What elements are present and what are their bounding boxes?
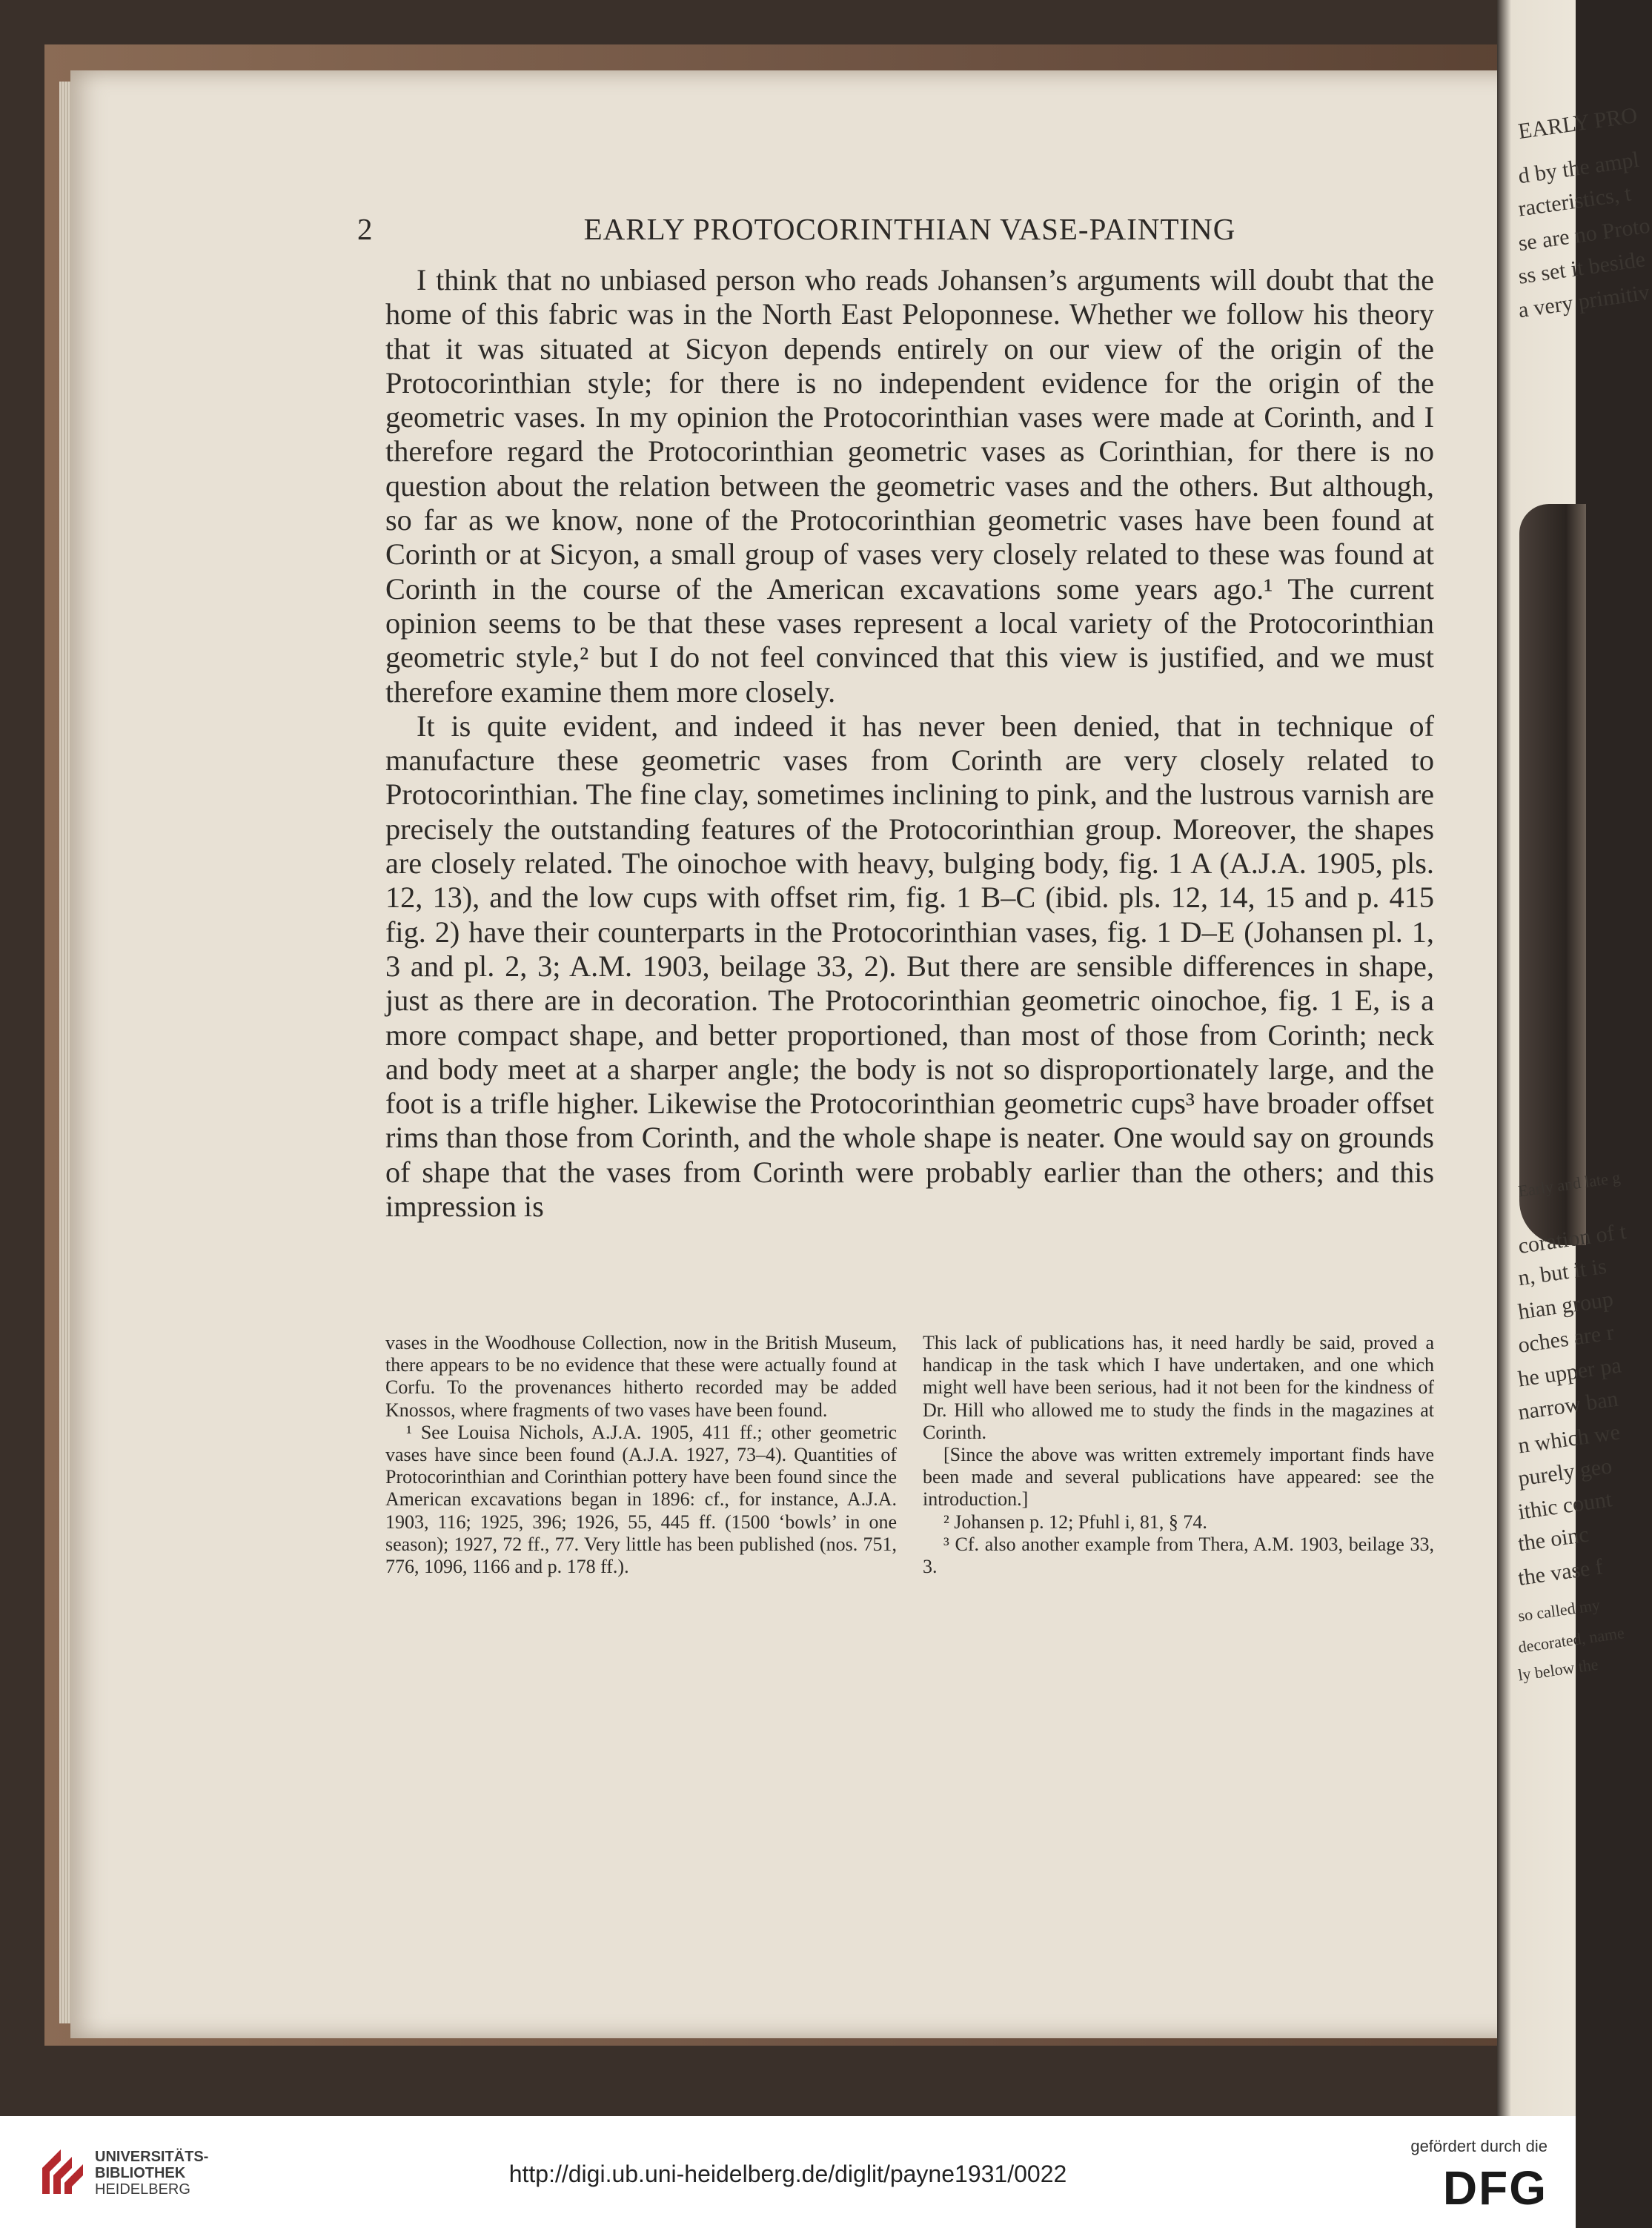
facing-page-text: n, but it is	[1516, 1253, 1608, 1291]
facing-page-text: racteristics, t	[1516, 181, 1633, 222]
facing-page-text: Early and late g	[1516, 1167, 1622, 1201]
facing-page-text: oches are r	[1516, 1320, 1616, 1358]
facing-page-text: se are no Proto	[1516, 213, 1652, 256]
footnote: This lack of publications has, it need hardly be said, proved a handicap in the task which I have undertaken, and one which might well have been serious, had it not been for the kindness of Dr. Hill who allowed me to study the finds in the magazines at Corinth.	[923, 1332, 1434, 1443]
footnote: vases in the Woodhouse Collection, now in the British Museum, there appears to be no evidence that these were actually found at Corfu. To the provenances hitherto recorded may be added Knossos, where fragments of two vases have been found.	[385, 1332, 897, 1421]
footnote: [Since the above was written extremely important finds have been made and several publications have appeared: see the introduction.]	[923, 1444, 1434, 1511]
page-number: 2	[357, 212, 374, 246]
dfg-logo: DFG	[1442, 2161, 1547, 2215]
library-name: UNIVERSITÄTS- BIBLIOTHEK HEIDELBERG	[95, 2149, 209, 2198]
facing-page-text: ss set it beside	[1516, 247, 1647, 289]
facing-page-text: decorated, name	[1516, 1623, 1626, 1657]
footnote: ³ Cf. also another example from Thera, A.M. 1903, beilage 33, 3.	[923, 1533, 1434, 1578]
facing-page-text: ithic count	[1516, 1487, 1614, 1525]
running-head	[357, 211, 1434, 256]
facing-page-text: he upper pa	[1516, 1353, 1623, 1392]
facing-page-text: purely geo	[1516, 1453, 1614, 1491]
facing-page-text: ly below the	[1516, 1654, 1599, 1685]
footnotes-right-column	[923, 1332, 1434, 1578]
facing-page-strip	[1497, 0, 1652, 2116]
footnotes	[385, 1332, 1434, 1578]
page-content	[357, 211, 1434, 1224]
vase-illustration-fragment	[1519, 504, 1586, 1245]
paragraph: It is quite evident, and indeed it has never been denied, that in technique of manufacture these geometric vases from Corinth are very closely related to Protocorinthian. The fine clay, sometimes inclining to pink, and the lustrous varnish are precisely the outstanding features of the Protocorinthian group. Moreover, the shapes are closely related. The oinochoe with heavy, bulging body, fig. 1 A (A.J.A. 1905, pls. 12, 13), and the low cups with offset rim, fig. 1 B–C (ibid. pls. 12, 14, 15 and p. 415 fig. 2) have their counterparts in the Protocorinthian vases, fig. 1 D–E (Johansen pl. 1, 3 and pl. 2, 3; A.M. 1903, beilage 33, 2). But there are sensible differences in shape, just as there are in decoration. The Protocorinthian geometric oinochoe, fig. 1 E, is a more compact shape, and better proportioned, than most of those from Corinth; neck and body meet at a sharper angle; the body is not so disproportionately large, and the foot is a trifle higher. Likewise the Protocorinthian geometric cups³ have broader offset rims than those from Corinth, and the whole shape is neater. One would say on grounds of shape that the vases from Corinth were probably earlier than the others; and this impression is	[385, 709, 1434, 1224]
funding-note: gefördert durch die	[1410, 2137, 1547, 2155]
facing-page-text: n which we	[1516, 1419, 1622, 1459]
paragraph: I think that no unbiased person who reads Johansen’s arguments will doubt that the home of this fabric was in the North East Peloponnese. Whether we follow his theory that it was situated at Sicyon depends entirely on our view of the origin of the Protocorinthian style; for there is no independent evidence for the origin of the geometric vases. In my opinion the Protocorinthian vases were made at Corinth, and I therefore regard the Protocorinthian geometric vases as Corinthian, for there is no question about the relation between the geometric vases and the others. But although, so far as we know, none of the Protocorinthian geometric vases have been found at Corinth or at Sicyon, a small group of vases very closely related to these was found at Corinth in the course of the American excavations some years ago.¹ The current opinion seems to be that these vases represent a local variety of the Protocorinthian geometric style,² but I do not feel convinced that this view is justified, and we must therefore examine them more closely.	[385, 263, 1434, 709]
permalink-url[interactable]: http://digi.ub.uni-heidelberg.de/diglit/payne1931/0022	[508, 2161, 1067, 2187]
facing-page-text: the oinc	[1516, 1522, 1590, 1556]
footnote: ¹ See Louisa Nichols, A.J.A. 1905, 411 ff.; other geometric vases have since been found (A.J.A. 1927, 73–4). Quantities of Protocorinthian and Corinthian pottery have been found since the American excavations began in 1896: cf., for instance, A.J.A. 1903, 116; 1925, 396; 1926, 55, 445 ff. (1500 ‘bowls’ in one season); 1927, 72 ff., 77. Very little has been published (nos. 751, 776, 1096, 1166 and p. 178 ff.).	[385, 1421, 897, 1578]
body-text	[385, 263, 1434, 1224]
facing-page-text: the vase f	[1516, 1554, 1605, 1591]
facing-page-text: coration of t	[1516, 1219, 1628, 1259]
facing-page-text: d by the ampl	[1516, 147, 1641, 189]
facing-page-text: so called my	[1516, 1595, 1602, 1625]
facing-page-text: EARLY PRO	[1516, 102, 1639, 145]
facing-page-text: hian group	[1516, 1287, 1615, 1324]
facing-page-text: a very primitiv	[1516, 279, 1651, 323]
running-title: EARLY PROTOCORINTHIAN VASE-PAINTING	[583, 212, 1236, 246]
facing-page-text: narrow ban	[1516, 1386, 1620, 1425]
digitization-footer	[0, 2116, 1576, 2228]
footnotes-left-column	[385, 1332, 897, 1578]
footnote: ² Johansen p. 12; Pfuhl i, 81, § 74.	[943, 1511, 1207, 1533]
